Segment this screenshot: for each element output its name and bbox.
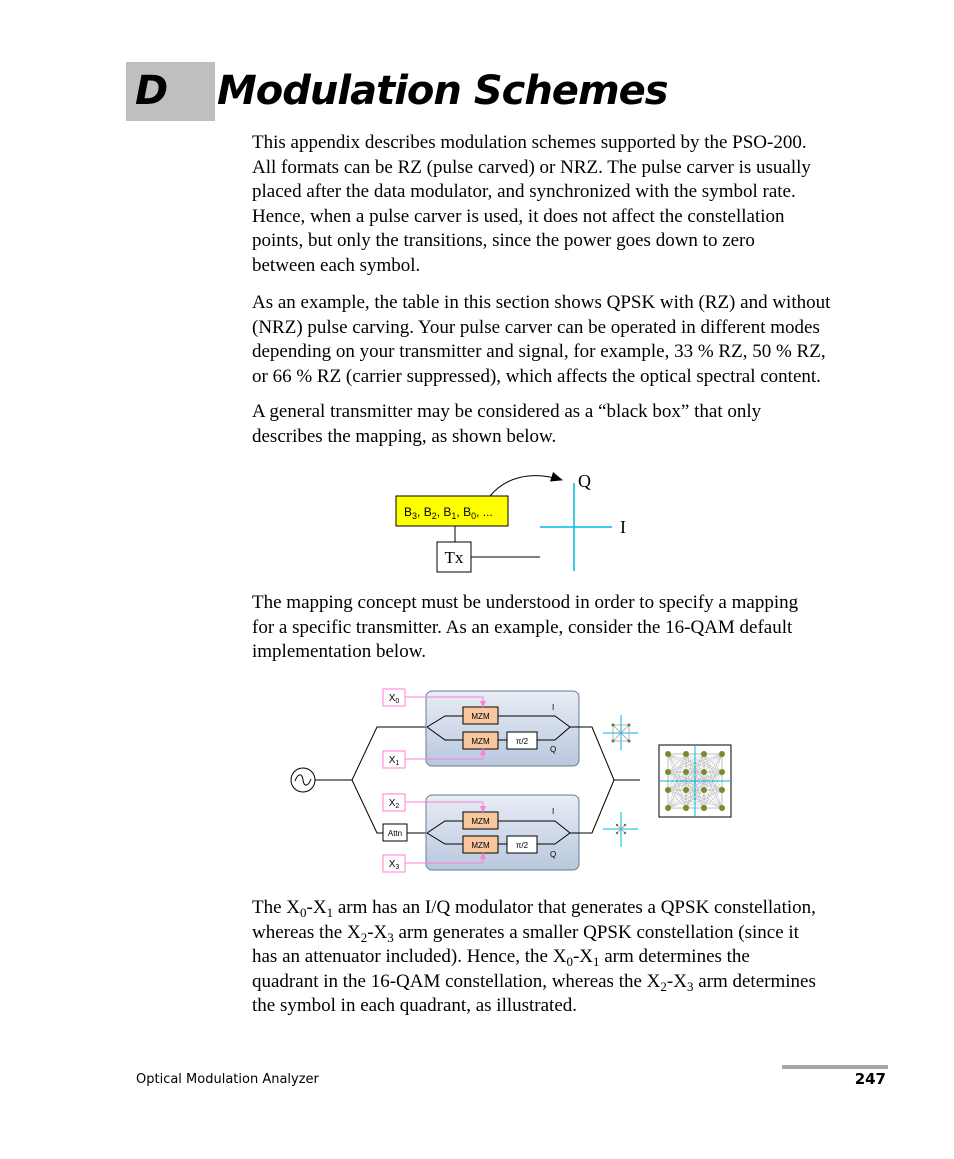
q-axis-label: Q: [578, 471, 591, 491]
attenuator-label: Attn: [387, 829, 403, 838]
text-line: implementation below.: [252, 641, 426, 663]
qpsk-constellation-small: [603, 812, 638, 847]
text-line: The mapping concept must be understood in order to specify a mapping: [252, 592, 799, 613]
x3-label: $X_3$: [388, 859, 400, 871]
constellation-point: [683, 769, 689, 775]
constellation-point: [701, 769, 707, 775]
constellation-point: [701, 805, 707, 811]
qam16-constellation: [659, 745, 731, 817]
chapter-letter: D: [135, 68, 169, 114]
text-line: whereas the $X_2-X_3$ arm generates a smaller QPSK constellation (since it: [252, 921, 799, 945]
q-label: Q: [550, 850, 557, 859]
qpsk-constellation-large: [603, 715, 638, 750]
constellation-point: [665, 787, 671, 793]
text-line: describes the mapping, as shown below.: [252, 425, 557, 447]
text-line: points, but only the transitions, since the power goes down to zero: [252, 230, 755, 252]
constellation-point: [701, 787, 707, 793]
mzm-label: MZM: [471, 841, 490, 850]
text-line: The $X_0-X_1$ arm has an I/Q modulator that generates a QPSK constellation,: [252, 897, 816, 920]
constellation-point: [719, 769, 725, 775]
tx-label: Tx: [444, 548, 464, 567]
text-line: All formats can be RZ (pulse carved) or NRZ. The pulse carver is usually: [252, 156, 811, 178]
x0-label: $X_0$: [388, 693, 400, 705]
constellation-point: [719, 787, 725, 793]
constellation-point: [683, 805, 689, 811]
text-line: has an attenuator included). Hence, the $X_0-X_1$ arm determines the: [252, 946, 750, 970]
footer-title: Optical Modulation Analyzer: [136, 1072, 319, 1087]
i-label: I: [552, 807, 555, 816]
mzm-label: MZM: [471, 817, 490, 826]
page-number: 247: [854, 1070, 886, 1088]
constellation-point: [665, 805, 671, 811]
text-line: depending on your transmitter and signal, for example, 33 % RZ, 50 % RZ,: [252, 341, 826, 363]
q-label: Q: [550, 745, 557, 754]
text-line: This appendix describes modulation schemes supported by the PSO-200.: [252, 132, 807, 153]
x2-label: $X_2$: [388, 798, 400, 810]
text-line: placed after the data modulator, and synchronized with the symbol rate.: [252, 181, 796, 203]
mzm-label: MZM: [471, 737, 490, 746]
bit-sequence-label: $B_3$, $B_2$, $B_1$, $B_0$, ...: [404, 505, 493, 521]
text-line: or 66 % RZ (carrier suppressed), which affects the optical spectral content.: [252, 365, 821, 387]
x1-label: $X_1$: [388, 755, 400, 767]
constellation-point: [683, 787, 689, 793]
text-line: As an example, the table in this section shows QPSK with (RZ) and without: [252, 292, 831, 313]
constellation-point: [719, 805, 725, 811]
phase-shift-label: π/2: [515, 841, 529, 850]
page-title: Modulation Schemes: [217, 68, 668, 114]
constellation-point: [683, 751, 689, 757]
text-line: (NRZ) pulse carving. Your pulse carver can be operated in different modes: [252, 316, 820, 338]
text-line: quadrant in the 16-QAM constellation, whereas the $X_2-X_3$ arm determines: [252, 970, 816, 994]
mzm-label: MZM: [471, 712, 490, 721]
constellation-point: [701, 751, 707, 757]
constellation-point: [719, 751, 725, 757]
iq-modulator-top: [426, 691, 579, 766]
text-line: the symbol in each quadrant, as illustrated.: [252, 995, 578, 1017]
text-line: between each symbol.: [252, 254, 421, 276]
i-axis-label: I: [620, 517, 626, 537]
constellation-point: [665, 769, 671, 775]
paragraph-arms: [252, 896, 892, 1019]
constellation-point: [665, 751, 671, 757]
text-line: for a specific transmitter. As an example, consider the 16-QAM default: [252, 616, 793, 638]
text-line: Hence, when a pulse carver is used, it does not affect the constellation: [252, 205, 785, 227]
text-line: A general transmitter may be considered as a “black box” that only: [252, 401, 762, 422]
phase-shift-label: π/2: [515, 737, 529, 746]
i-label: I: [552, 703, 555, 712]
